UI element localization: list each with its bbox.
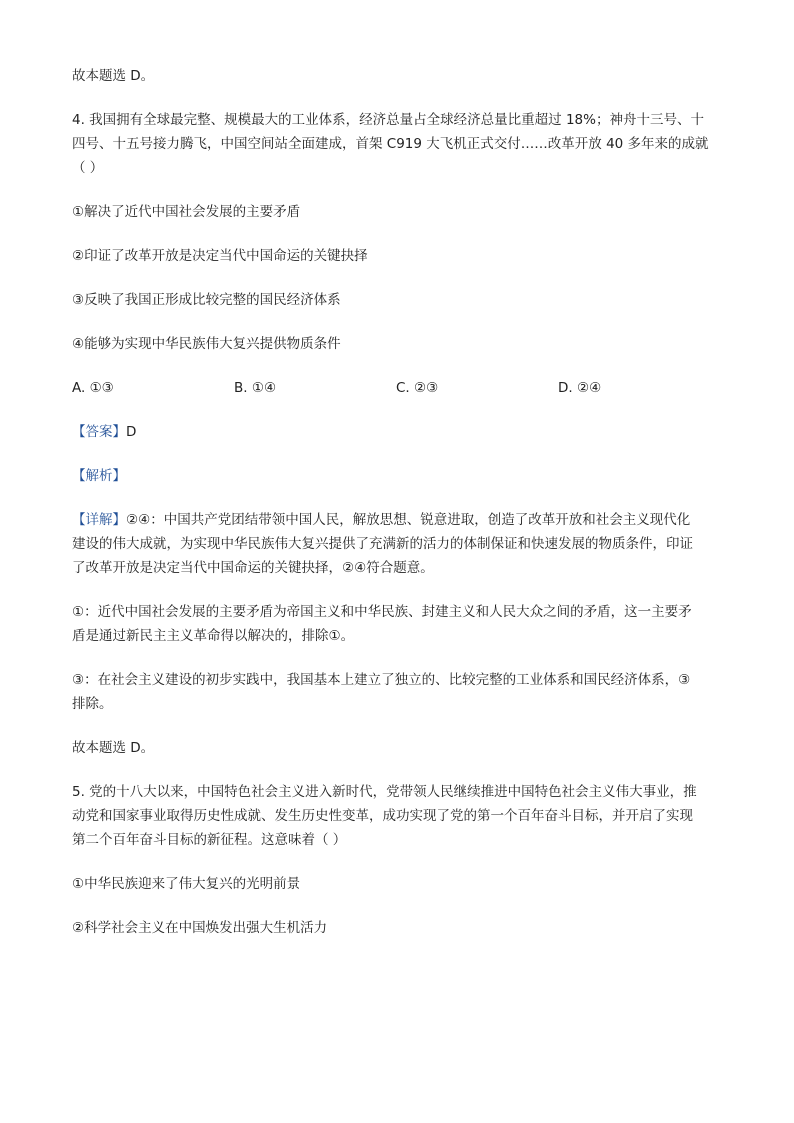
q4-detail — [72, 508, 726, 580]
top-conclusion: 故本题选 D。 — [72, 68, 155, 84]
q5-statement-2: ②科学社会主义在中国焕发出强大生机活力 — [72, 920, 328, 936]
analysis-tag: 【解析】 — [72, 468, 126, 484]
q4-explain-3 — [72, 668, 726, 716]
q4-stem-line: （ ） — [72, 160, 104, 176]
q4-option-a: A. ①③ — [72, 380, 114, 396]
q4-option-b: B. ①④ — [234, 380, 277, 396]
q4-stem — [72, 108, 726, 180]
q4-explain-1-line: 盾是通过新民主主义革命得以解决的，排除①。 — [72, 628, 355, 644]
q4-detail-line: 了改革开放是决定当代中国命运的关键抉择，②④符合题意。 — [72, 560, 434, 576]
answer-value: D — [126, 424, 137, 440]
q5-statement-1: ①中华民族迎来了伟大复兴的光明前景 — [72, 876, 301, 892]
q5-stem-line: 动党和国家事业取得历史性成就、发生历史性变革，成功实现了党的第一个百年奋斗目标，并开启了实现 — [72, 808, 693, 824]
q4-statement-1: ①解决了近代中国社会发展的主要矛盾 — [72, 204, 301, 220]
q4-stem-line: 四号、十五号接力腾飞，中国空间站全面建成，首架 C919 大飞机正式交付……改革开放 40 多年来的成就 — [72, 136, 709, 152]
q4-option-d: D. ②④ — [558, 380, 602, 396]
q4-explain-3-line: ③：在社会主义建设的初步实践中，我国基本上建立了独立的、比较完整的工业体系和国民经济体系，③ — [72, 672, 691, 688]
q4-analysis — [72, 464, 726, 488]
q4-explain-3-line: 排除。 — [72, 696, 113, 712]
q4-stem-line: 4. 我国拥有全球最完整、规模最大的工业体系，经济总量占全球经济总量比重超过 18%；神舟十三号、十 — [72, 112, 704, 128]
q4-option-c: C. ②③ — [396, 380, 439, 396]
q4-statement-2: ②印证了改革开放是决定当代中国命运的关键抉择 — [72, 248, 368, 264]
q4-options — [72, 376, 726, 400]
detail-tag: 【详解】 — [72, 512, 126, 528]
q4-statement-4: ④能够为实现中华民族伟大复兴提供物质条件 — [72, 336, 341, 352]
q4-conclusion: 故本题选 D。 — [72, 740, 155, 756]
q4-explain-1 — [72, 600, 726, 648]
q4-answer — [72, 420, 726, 444]
q5-stem-line: 第二个百年奋斗目标的新征程。这意味着（ ） — [72, 832, 347, 848]
answer-tag: 【答案】 — [72, 424, 126, 440]
document-page — [72, 64, 726, 940]
q5-stem-line: 5. 党的十八大以来，中国特色社会主义进入新时代，党带领人民继续推进中国特色社会主义伟大事业，推 — [72, 784, 697, 800]
q4-explain-1-line: ①：近代中国社会发展的主要矛盾为帝国主义和中华民族、封建主义和人民大众之间的矛盾，这一主要矛 — [72, 604, 692, 620]
q4-statement-3: ③反映了我国正形成比较完整的国民经济体系 — [72, 292, 341, 308]
q4-detail-line — [72, 508, 726, 532]
q4-detail-line: 建设的伟大成就，为实现中华民族伟大复兴提供了充满新的活力的体制保证和快速发展的物质条件，印证 — [72, 536, 693, 552]
q4-detail-text: ②④：中国共产党团结带领中国人民，解放思想、锐意进取，创造了改革开放和社会主义现代化 — [126, 512, 691, 528]
q5-stem — [72, 780, 726, 852]
